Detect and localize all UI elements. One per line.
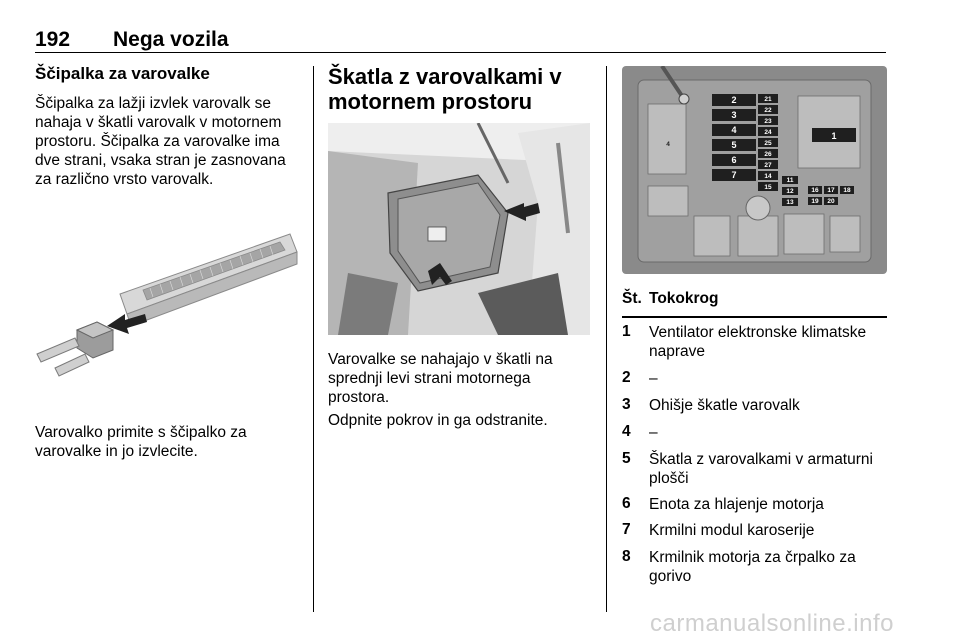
fuse-label: 22 <box>764 107 772 114</box>
circuit-table-header <box>622 290 887 318</box>
page-header <box>35 28 885 52</box>
row-text: – <box>649 370 658 387</box>
fuse-label: 15 <box>764 184 772 191</box>
fuse-label: 6 <box>731 155 737 165</box>
fuse-label: 19 <box>811 198 819 205</box>
fuse-label: 4 <box>731 125 737 135</box>
fuse-label: 7 <box>731 170 737 180</box>
row-number: 3 <box>622 396 631 413</box>
row-text: Krmilnik motorja za črpalko za gorivo <box>649 549 856 585</box>
fuse-label: 16 <box>811 187 819 194</box>
section-title: Nega vozila <box>113 28 229 51</box>
row-number: 7 <box>622 521 631 538</box>
fuse-label: 1 <box>831 131 837 141</box>
row-number: 5 <box>622 450 631 467</box>
fuse-box-text <box>328 350 590 430</box>
row-text: Enota za hlajenje motorja <box>649 496 824 513</box>
fuse-box-engine-section <box>328 64 590 128</box>
fuse-label: 27 <box>764 162 772 169</box>
fuse-label: 13 <box>786 199 794 206</box>
fuse-label: 24 <box>764 129 772 136</box>
row-number: 8 <box>622 548 631 565</box>
fuse-label: 18 <box>843 187 851 194</box>
fuse-box-location-text: Varovalke se nahajajo v škatli na sprednji levi strani motornega prostora. <box>328 351 553 406</box>
fuse-label: 4 <box>666 141 670 148</box>
row-text: Krmilni modul karoserije <box>649 522 815 539</box>
fuse-puller-caption: Varovalko primite s ščipalko za varovalke in jo izvlecite. <box>35 424 247 460</box>
row-text: – <box>649 424 658 441</box>
fuse-label: 14 <box>764 173 772 180</box>
column-divider <box>313 66 314 612</box>
row-text: Ventilator elektronske klimatske naprave <box>649 324 867 360</box>
row-number: 2 <box>622 369 631 386</box>
fuse-label: 25 <box>764 140 772 147</box>
header-rule <box>35 52 886 53</box>
fuse-label: 3 <box>731 110 737 120</box>
fuse-label: 26 <box>764 151 772 158</box>
page-number: 192 <box>35 28 71 51</box>
engine-compartment-photo <box>328 123 590 335</box>
row-number: 6 <box>622 495 631 512</box>
fuse-label: 23 <box>764 118 772 125</box>
fuse-label: 2 <box>731 95 737 105</box>
row-number: 1 <box>622 323 631 340</box>
row-number: 4 <box>622 423 631 440</box>
row-text: Ohišje škatle varovalk <box>649 397 800 414</box>
fuse-puller-heading: Ščipalka za varovalke <box>35 64 210 83</box>
fuse-puller-illustration <box>35 222 300 392</box>
fuse-puller-section <box>35 64 300 189</box>
fuse-label: 20 <box>827 198 835 205</box>
row-text: Škatla z varovalkami v armaturni plošči <box>649 451 873 487</box>
fuse-puller-intro: Ščipalka za lažji izvlek varovalk se nahaja v škatli varovalk v motornem prostoru. Ščipalka za varovalke ima dve strani, vsaka stran je zasnovana za različno vrsto varovalk. <box>35 95 286 188</box>
column-divider <box>606 66 607 612</box>
fuse-box-diagram <box>622 66 887 274</box>
fuse-label: 21 <box>764 96 772 103</box>
column-header-circuit: Tokokrog <box>649 290 719 307</box>
remove-cover-text: Odpnite pokrov in ga odstranite. <box>328 412 548 429</box>
watermark: carmanualsonline.info <box>650 610 894 637</box>
fuse-label: 11 <box>786 177 794 184</box>
fuse-label: 17 <box>827 187 835 194</box>
fuse-box-heading: Škatla z varovalkami v motornem prostoru <box>328 64 562 114</box>
column-header-number: Št. <box>622 290 642 307</box>
fuse-label: 5 <box>731 140 737 150</box>
fuse-label: 12 <box>786 188 794 195</box>
